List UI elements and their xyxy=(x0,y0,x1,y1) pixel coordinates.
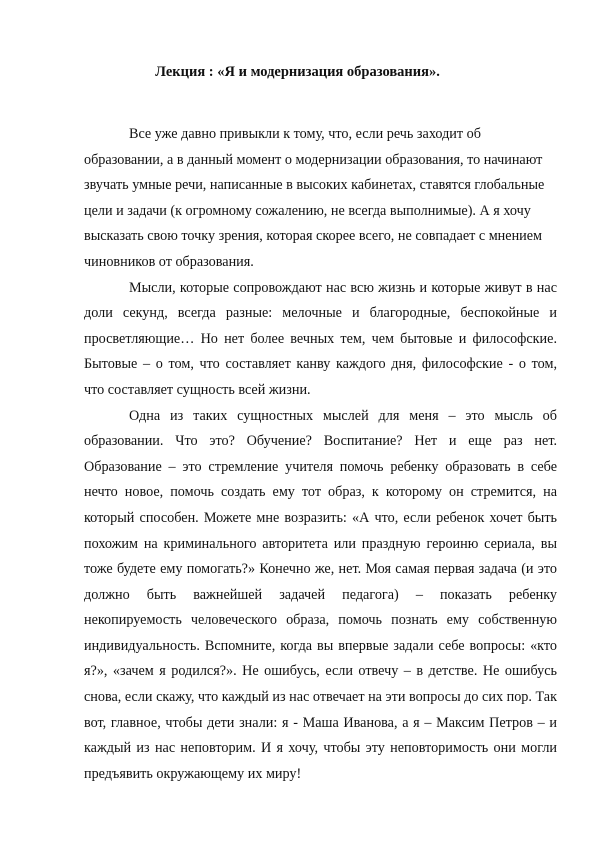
text-line: Одна из таких сущностных мыслей для меня – это мысль об xyxy=(129,407,557,424)
lecture-body xyxy=(84,122,557,787)
text-line: нечто новое, помочь создать ему тот образ, к которому он стремится, на xyxy=(84,484,557,501)
lecture-title: Лекция : «Я и модернизация образования». xyxy=(155,64,440,80)
text-line: высказать свою точку зрения, которая скорее всего, не совпадает с мнением xyxy=(84,228,543,245)
text-line: чиновников от образования. xyxy=(84,253,254,270)
paragraph-intro xyxy=(84,122,545,276)
text-line: Все уже давно привыкли к тому, что, если речь заходит об xyxy=(129,126,481,142)
text-line: я?», «зачем я родился?». Не ошибусь, если отвечу – в детстве. Не ошибусь xyxy=(84,663,557,680)
text-line: тоже будете ему помогать?» Конечно же, нет. Моя самая первая задача (и это xyxy=(84,561,557,578)
text-line: цели и задачи (к огромному сожалению, не всегда выполнимые). А я хочу xyxy=(84,202,531,219)
text-line: некопируемость человеческого образа, помочь познать ему собственную xyxy=(84,612,557,629)
text-line: снова, если скажу, что каждый из нас отвечает на эти вопросы до сих пор. Так xyxy=(84,689,557,706)
text-line: каждый из нас неповторим. И я хочу, чтобы эту неповторимость они могли xyxy=(84,740,557,757)
text-line: звучать умные речи, написанные в высоких кабинетах, ставятся глобальные xyxy=(84,177,545,194)
text-line: Бытовые – о том, что составляет канву каждого дня, философские - о том, xyxy=(84,356,557,373)
text-line: доли секунд, всегда разные: мелочные и благородные, беспокойные и xyxy=(84,305,557,322)
paragraph-education xyxy=(84,404,557,788)
paragraph-thoughts xyxy=(84,276,557,404)
text-line: что составляет сущность всей жизни. xyxy=(84,381,311,398)
text-line: который способен. Можете мне возразить: «А что, если ребенок хочет быть xyxy=(84,509,557,526)
text-line: предъявить окружающему их миру! xyxy=(84,765,302,782)
text-line: индивидуальность. Вспомните, когда вы впервые задали себе вопросы: «кто xyxy=(84,637,557,654)
text-line: образовании, а в данный момент о модернизации образования, то начинают xyxy=(84,151,543,168)
text-line: Мысли, которые сопровождают нас всю жизнь и которые живут в нас xyxy=(129,279,557,296)
text-line: вот, главное, чтобы дети знали: я - Маша Иванова, а я – Максим Петров – и xyxy=(84,714,557,731)
text-line: Образование – это стремление учителя помочь ребенку образовать в себе xyxy=(84,458,557,475)
text-line: образовании. Что это? Обучение? Воспитание? Нет и еще раз нет. xyxy=(84,433,557,450)
text-line: просветляющие… Но нет более вечных тем, чем бытовые и философские. xyxy=(84,330,557,347)
text-line: должно быть важнейшей задачей педагога) – показать ребенку xyxy=(84,586,557,603)
text-line: похожим на криминального авторитета или праздную героиню сериала, вы xyxy=(84,535,557,552)
